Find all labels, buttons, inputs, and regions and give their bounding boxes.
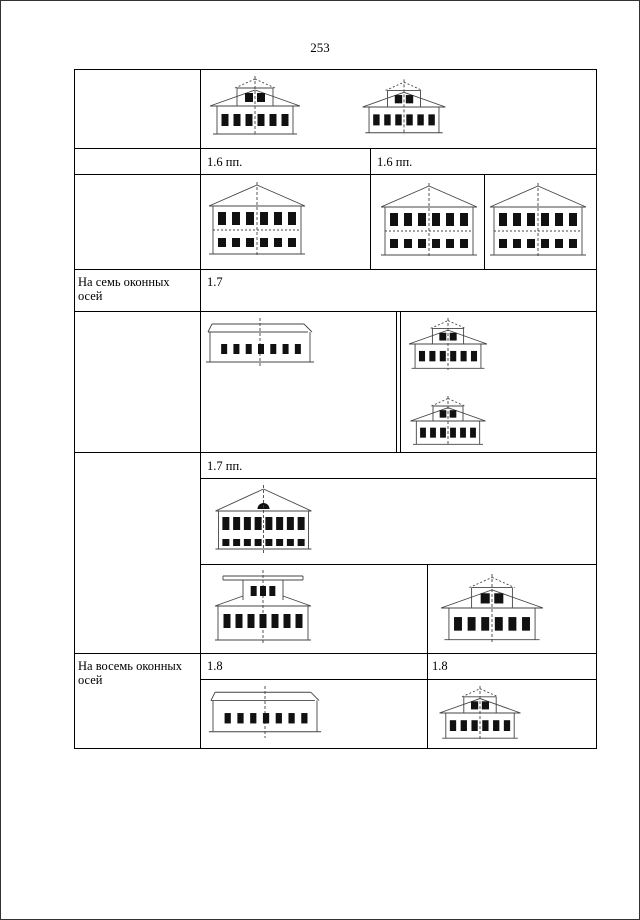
facade-drawing-5 — [488, 183, 588, 257]
facade-drawing-13 — [430, 686, 530, 740]
page-number: 253 — [310, 40, 330, 55]
facade-drawing-11 — [430, 574, 554, 642]
label-1-7: 1.7 — [207, 275, 223, 289]
label-seven-axes: На семь оконных осей — [78, 275, 170, 303]
facade-drawing-2 — [358, 76, 450, 138]
label-1-8-b: 1.8 — [432, 659, 448, 673]
label-1-7pp: 1.7 пп. — [207, 459, 243, 473]
label-eight-axes: На восемь оконных осей — [78, 659, 183, 687]
facade-drawing-7 — [400, 318, 496, 370]
label-1-8-a: 1.8 — [207, 659, 223, 673]
facade-drawing-8 — [400, 396, 496, 446]
facade-drawing-6 — [204, 318, 316, 368]
facade-drawing-9 — [207, 485, 320, 553]
facade-drawing-1 — [205, 76, 305, 136]
facade-drawing-12 — [204, 686, 326, 738]
label-1-6pp-b: 1.6 пп. — [377, 155, 413, 169]
facade-drawing-4 — [377, 183, 481, 257]
label-1-6pp: 1.6 пп. — [207, 155, 243, 169]
facade-drawing-10 — [205, 570, 321, 644]
facade-drawing-3 — [205, 182, 309, 262]
facade-table — [74, 69, 597, 749]
